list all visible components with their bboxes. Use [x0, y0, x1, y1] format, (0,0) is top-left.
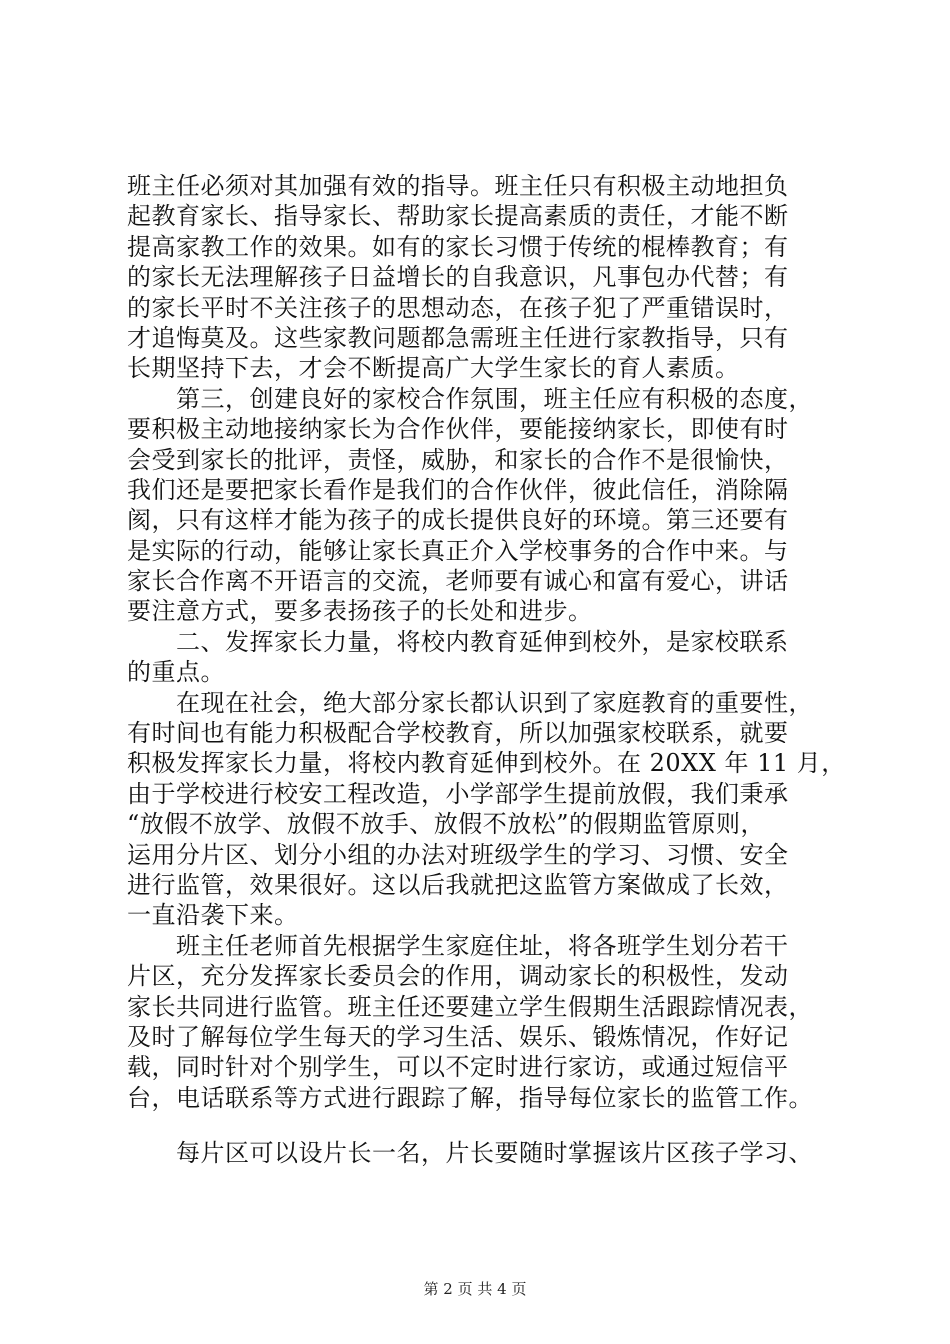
text-line: 的家长无法理解孩子日益增长的自我意识，凡事包办代替；有	[127, 263, 789, 292]
text-line: 是实际的行动，能够让家长真正介入学校事务的合作中来。与	[127, 536, 789, 565]
text-line: 积极发挥家长力量，将校内教育延伸到校外。在 20XX 年 11 月，	[127, 749, 846, 778]
text-line: 每片区可以设片长一名，片长要随时掌握该片区孩子学习、	[127, 1139, 813, 1168]
text-line: 要注意方式，要多表扬孩子的长处和进步。	[127, 597, 593, 626]
text-line: 载，同时针对个别学生，可以不定时进行家访，或通过短信平	[127, 1053, 789, 1082]
text-line: 片区，充分发挥家长委员会的作用，调动家长的积极性，发动	[127, 962, 789, 991]
text-line: 班主任必须对其加强有效的指导。班主任只有积极主动地担负	[127, 172, 789, 200]
text-line: 第三，创建良好的家校合作氛围，班主任应有积极的态度，	[127, 384, 813, 413]
body-text	[127, 171, 847, 1169]
text-line: 家长合作离不开语言的交流，老师要有诚心和富有爱心，讲话	[127, 567, 789, 596]
text-line: 长期坚持下去，才会不断提高广大学生家长的育人素质。	[127, 354, 740, 383]
paragraph-gap	[127, 1113, 847, 1138]
text-line: 进行监管，效果很好。这以后我就把这监管方案做成了长效，	[127, 870, 789, 899]
text-line: 由于学校进行校安工程改造，小学部学生提前放假，我们秉承	[127, 779, 789, 808]
text-line: 有时间也有能力积极配合学校教育，所以加强家校联系，就要	[127, 719, 789, 748]
text-line: 才追悔莫及。这些家教问题都急需班主任进行家教指导，只有	[127, 323, 789, 352]
text-line: 家长共同进行监管。班主任还要建立学生假期生活跟踪情况表，	[127, 992, 813, 1021]
text-line: 阂，只有这样才能为孩子的成长提供良好的环境。第三还要有	[127, 506, 789, 535]
text-line: 一直沿袭下来。	[127, 901, 299, 930]
text-line: 的家长平时不关注孩子的思想动态，在孩子犯了严重错误时，	[127, 293, 789, 322]
page-number-label: 第 2 页 共 4 页	[423, 1280, 527, 1298]
text-line: 及时了解每位学生每天的学习生活、娱乐、锻炼情况，作好记	[127, 1022, 789, 1051]
text-line: 的重点。	[127, 658, 225, 687]
text-line: 班主任老师首先根据学生家庭住址，将各班学生划分若干	[127, 931, 789, 960]
text-line: 会受到家长的批评，责怪，威胁，和家长的合作不是很愉快，	[127, 445, 789, 474]
text-line: 我们还是要把家长看作是我们的合作伙伴，彼此信任，消除隔	[127, 475, 789, 504]
text-line: 提高家教工作的效果。如有的家长习惯于传统的棍棒教育；有	[127, 232, 789, 261]
page-footer	[0, 1279, 950, 1299]
text-line: 在现在社会，绝大部分家长都认识到了家庭教育的重要性，	[127, 688, 813, 717]
text-line: 起教育家长、指导家长、帮助家长提高素质的责任，才能不断	[127, 202, 789, 231]
text-line: 运用分片区、划分小组的办法对班级学生的学习、习惯、安全	[127, 840, 789, 869]
text-line: “放假不放学、放假不放手、放假不放松”的假期监管原则，	[127, 810, 766, 839]
text-line: 要积极主动地接纳家长为合作伙伴，要能接纳家长，即使有时	[127, 415, 789, 444]
text-line: 二、发挥家长力量，将校内教育延伸到校外，是家校联系	[127, 627, 789, 656]
text-line: 台，电话联系等方式进行跟踪了解，指导每位家长的监管工作。	[127, 1083, 813, 1112]
